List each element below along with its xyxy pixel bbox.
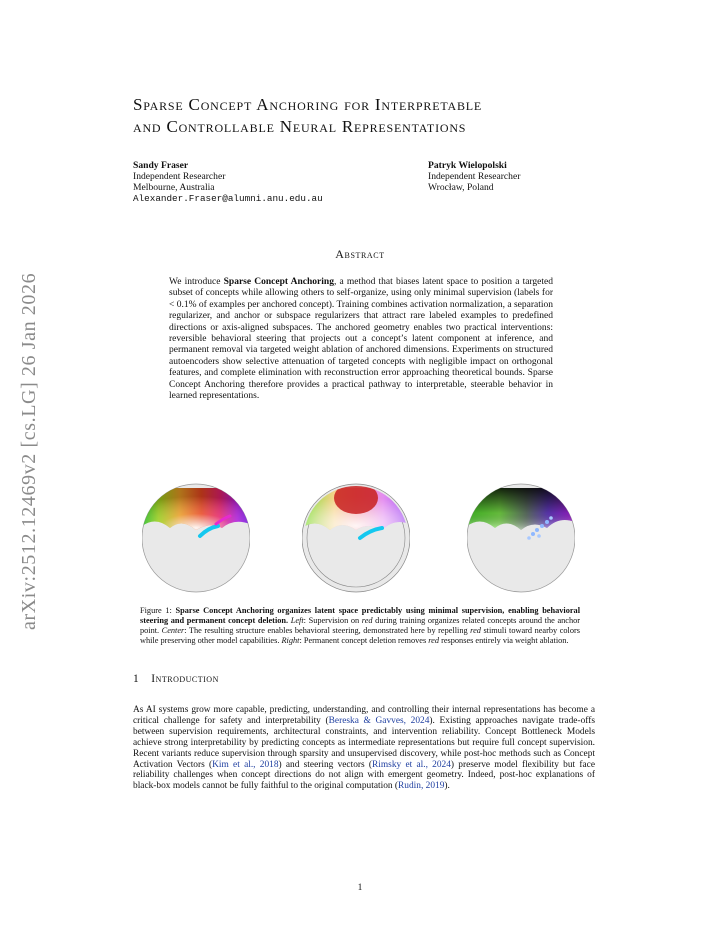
intro-text: ) and steering vectors ( <box>278 759 373 770</box>
figure-caption <box>140 606 580 646</box>
author-block-1 <box>133 160 323 204</box>
author-affiliation: Independent Researcher <box>133 171 226 182</box>
caption-left-label: Left <box>290 616 304 625</box>
author-affiliation: Independent Researcher <box>428 171 521 182</box>
caption-text: : The resulting structure enables behavioral steering, demonstrated here by repelling <box>184 626 471 635</box>
author-location: Wrocław, Poland <box>428 182 494 193</box>
section-title: Introduction <box>151 673 219 685</box>
caption-title: Sparse Concept Anchoring organizes latent space predictably using minimal supervision, enabling behavioral steering and permanent concept deletion. <box>140 606 580 625</box>
page-number: 1 <box>357 883 363 893</box>
intro-text: ). <box>444 781 450 792</box>
author-email[interactable]: Alexander.Fraser@alumni.anu.edu.au <box>133 193 323 204</box>
caption-text: : Permanent concept deletion removes <box>299 636 429 645</box>
caption-text: during training organizes related concepts around the anchor point. <box>140 616 581 635</box>
caption-text: stimuli toward nearby colors while preserving other model capabilities. <box>140 626 580 645</box>
scatter-point <box>531 532 535 536</box>
scatter-point <box>549 516 553 520</box>
caption-label: Figure 1: <box>140 606 176 615</box>
figure-panel-left <box>142 478 250 596</box>
abstract-body <box>169 277 553 402</box>
caption-emphasis: red <box>428 636 440 645</box>
caption-emphasis: red <box>361 616 373 625</box>
figure-1 <box>140 478 580 596</box>
caption-text: : Supervision on <box>303 616 362 625</box>
intro-text: ) preserve model flexibility but face reliability challenges when concept directions do not align with emergent geometry. Indeed, post-hoc explanations of black-box models cannot be fully faithful to the original computation ( <box>133 759 596 792</box>
abstract-text: , a method that biases latent space to position a targeted subset of concepts while allowing others to self-organize, using only minimal supervision (labels for < 0.1% of examples per anchored concept). Training combines activation normalization, a separation regularizer, and anchor or subspace regularizers that attract rare labeled examples to predefined directions or axis-aligned subspaces. The anchored geometry enables two practical interventions: reversible behavioral steering that projects out a concept’s latent component at inference, and permanent removal via targeted weight ablation of anchored dimensions. Experiments on structured autoencoders show selective attenuation of targeted concepts with negligible impact on orthogonal features, and complete elimination with reconstruction error approaching theoretical bounds. Sparse Concept Anchoring therefore provides a practical pathway to interpretable, steerable behavior in learned representations. <box>169 277 553 402</box>
abstract-intro: We introduce <box>169 277 224 287</box>
arxiv-identifier: arXiv:2512.12469v2 [cs.LG] 26 Jan 2026 <box>18 272 40 630</box>
figure-panel-right <box>467 478 575 596</box>
title-line-2: and Controllable Neural Representations <box>133 117 467 136</box>
author-name: Sandy Fraser <box>133 160 189 171</box>
intro-text: ). Existing approaches navigate trade-offs between supervision requirements, architectural constraints, and intervention reliability. Concept Bottleneck Models achieve strong interpretability by predicting concepts as intermediate representations but require full concept supervision. Recent variants reduce supervision through sparsity and unsupervised discovery, while post-hoc methods such as Concept Activation Vectors ( <box>133 715 595 770</box>
caption-right-label: Right <box>281 636 300 645</box>
citation-link[interactable]: Kim et al., 2018 <box>212 759 279 770</box>
citation-link[interactable]: Rimsky et al., 2024 <box>372 759 451 770</box>
author-name: Patryk Wielopolski <box>428 160 507 171</box>
scatter-point <box>537 534 541 538</box>
caption-text: responses entirely via weight ablation. <box>439 636 569 645</box>
caption-emphasis: red <box>470 626 481 635</box>
introduction-paragraph <box>133 705 595 792</box>
section-number: 1 <box>133 673 140 685</box>
author-block-2 <box>428 160 520 193</box>
scatter-point <box>545 520 549 524</box>
section-heading <box>133 673 219 685</box>
paper-title <box>133 94 603 138</box>
citation-link[interactable]: Rudin, 2019 <box>398 781 445 792</box>
caption-center-label: Center <box>161 626 185 635</box>
abstract-method-name: Sparse Concept Anchoring <box>223 277 334 287</box>
scatter-point <box>540 524 544 528</box>
scatter-point <box>535 528 539 532</box>
figure-panel-center <box>302 478 410 596</box>
citation-link[interactable]: Bereska & Gavves, 2024 <box>328 715 430 726</box>
author-location: Melbourne, Australia <box>133 182 215 193</box>
intro-text: As AI systems grow more capable, predicting, understanding, and controlling their internal representations has become a critical challenge for safety and interpretability ( <box>133 705 595 726</box>
scatter-point <box>527 536 531 540</box>
title-line-1: Sparse Concept Anchoring for Interpretable <box>133 95 483 114</box>
abstract-heading: Abstract <box>335 247 385 261</box>
